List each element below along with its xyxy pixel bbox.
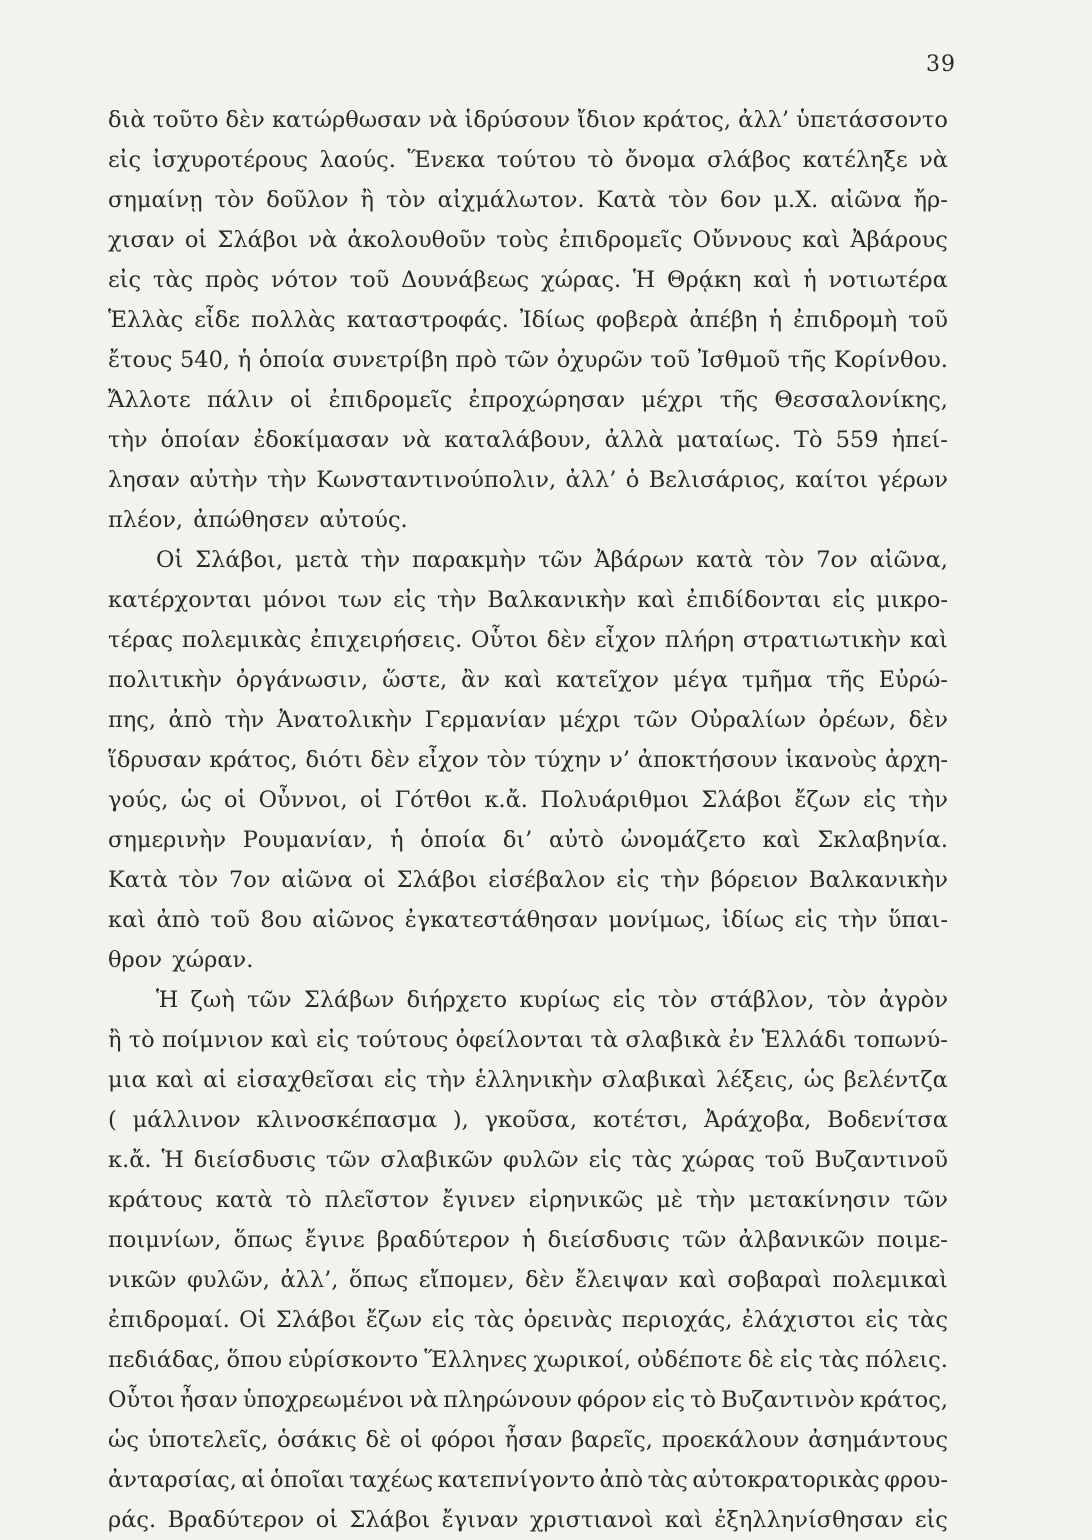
text-line: ἐπιδρομαί. Οἱ Σλάβοι ἔζων εἰς τὰς ὀρεινὰς περιοχάς, ἐλάχιστοι εἰς τὰς xyxy=(108,1307,948,1333)
text-line: πολιτικὴν ὀργάνωσιν, ὥστε, ἂν καὶ κατεῖχον μέγα τμῆμα τῆς Εὐρώ- xyxy=(108,667,948,693)
text-line: Οἱ Σλάβοι, μετὰ τὴν παρακμὴν τῶν Ἀβάρων κατὰ τὸν 7ον αἰῶνα, xyxy=(156,547,948,573)
text-line: σημερινὴν Ρουμανίαν, ἡ ὁποία δι’ αὐτὸ ὠνομάζετο καὶ Σκλαβηνία. xyxy=(108,827,948,853)
text-line: πεδιάδας, ὅπου εὑρίσκοντο Ἕλληνες χωρικοί, οὐδέποτε δὲ εἰς τὰς πόλεις. xyxy=(108,1347,948,1373)
text-line: θρον χώραν. xyxy=(108,947,254,973)
text-line: λησαν αὐτὴν τὴν Κωνσταντινούπολιν, ἀλλ’ ὁ Βελισάριος, καίτοι γέρων xyxy=(108,467,948,493)
text-line: Ἑλλὰς εἶδε πολλὰς καταστροφάς. Ἰδίως φοβερὰ ἀπέβη ἡ ἐπιδρομὴ τοῦ xyxy=(108,307,948,333)
text-line: Ἡ ζωὴ τῶν Σλάβων διήρχετο κυρίως εἰς τὸν στάβλον, τὸν ἀγρὸν xyxy=(156,987,948,1013)
text-line: πλέον, ἀπώθησεν αὐτούς. xyxy=(108,507,408,533)
body-text xyxy=(108,100,948,1540)
text-line: νικῶν φυλῶν, ἀλλ’, ὅπως εἴπομεν, δὲν ἔλειψαν καὶ σοβαραὶ πολεμικαὶ xyxy=(108,1267,948,1293)
text-line: τέρας πολεμικὰς ἐπιχειρήσεις. Οὗτοι δὲν εἶχον πλήρη στρατιωτικὴν καὶ xyxy=(108,627,948,653)
text-line: Κατὰ τὸν 7ον αἰῶνα οἱ Σλάβοι εἰσέβαλον εἰς τὴν βόρειον Βαλκανικὴν xyxy=(108,867,948,893)
text-line: ἵδρυσαν κράτος, διότι δὲν εἶχον τὸν τύχην ν’ ἀποκτήσουν ἱκανοὺς ἀρχη- xyxy=(108,747,948,773)
text-line: γούς, ὡς οἱ Οὖννοι, οἱ Γότθοι κ.ἄ. Πολυάριθμοι Σλάβοι ἔζων εἰς τὴν xyxy=(108,787,948,813)
text-line: τὴν ὁποίαν ἐδοκίμασαν νὰ καταλάβουν, ἀλλὰ ματαίως. Τὸ 559 ἠπεί- xyxy=(108,427,948,453)
text-line: πης, ἀπὸ τὴν Ἀνατολικὴν Γερμανίαν μέχρι τῶν Οὐραλίων ὀρέων, δὲν xyxy=(108,707,948,733)
text-line: εἰς τὰς πρὸς νότον τοῦ Δουνάβεως χώρας. Ἡ Θρᾴκη καὶ ἡ νοτιωτέρα xyxy=(108,267,948,293)
text-line: ἔτους 540, ἡ ὁποία συνετρίβη πρὸ τῶν ὀχυρῶν τοῦ Ἰσθμοῦ τῆς Κορίνθου. xyxy=(108,347,948,373)
text-line: μια καὶ αἱ εἰσαχθεῖσαι εἰς τὴν ἑλληνικὴν σλαβικαὶ λέξεις, ὡς βελέντζα xyxy=(108,1067,948,1093)
paragraph xyxy=(108,100,948,540)
text-line: Οὗτοι ἦσαν ὑποχρεωμένοι νὰ πληρώνουν φόρον εἰς τὸ Βυζαντινὸν κράτος, xyxy=(108,1387,948,1413)
text-line: κατέρχονται μόνοι των εἰς τὴν Βαλκανικὴν καὶ ἐπιδίδονται εἰς μικρο- xyxy=(108,587,948,613)
text-line: εἰς ἰσχυροτέρους λαούς. Ἕνεκα τούτου τὸ ὄνομα σλάβος κατέληξε νὰ xyxy=(108,147,948,173)
text-line: διὰ τοῦτο δὲν κατώρθωσαν νὰ ἱδρύσουν ἴδιον κράτος, ἀλλ’ ὑπετάσσοντο xyxy=(108,107,948,133)
text-line: σημαίνῃ τὸν δοῦλον ἢ τὸν αἰχμάλωτον. Κατὰ τὸν 6ον μ.Χ. αἰῶνα ἤρ- xyxy=(108,187,948,213)
text-line: Ἄλλοτε πάλιν οἱ ἐπιδρομεῖς ἐπροχώρησαν μέχρι τῆς Θεσσαλονίκης, xyxy=(108,387,948,413)
text-line: ὡς ὑποτελεῖς, ὁσάκις δὲ οἱ φόροι ἦσαν βαρεῖς, προεκάλουν ἀσημάντους xyxy=(108,1427,948,1453)
text-line: ἀνταρσίας, αἱ ὁποῖαι ταχέως κατεπνίγοντο ἀπὸ τὰς αὐτοκρατορικὰς φρου- xyxy=(108,1467,948,1493)
paragraph xyxy=(108,540,948,980)
text-line: ποιμνίων, ὅπως ἔγινε βραδύτερον ἡ διείσδυσις τῶν ἀλβανικῶν ποιμε- xyxy=(108,1227,948,1253)
paragraph xyxy=(108,980,948,1540)
text-line: χισαν οἱ Σλάβοι νὰ ἀκολουθοῦν τοὺς ἐπιδρομεῖς Οὔννους καὶ Ἀβάρους xyxy=(108,227,948,253)
text-line: κράτους κατὰ τὸ πλεῖστον ἔγινεν εἰρηνικῶς μὲ τὴν μετακίνησιν τῶν xyxy=(108,1187,948,1213)
text-line: κ.ἄ. Ἡ διείσδυσις τῶν σλαβικῶν φυλῶν εἰς τὰς χώρας τοῦ Βυζαντινοῦ xyxy=(108,1147,948,1173)
page-number: 39 xyxy=(926,52,956,77)
text-line: ἢ τὸ ποίμνιον καὶ εἰς τούτους ὀφείλονται τὰ σλαβικὰ ἐν Ἑλλάδι τοπωνύ- xyxy=(108,1027,948,1053)
text-line: ( μάλλινον κλινοσκέπασμα ), γκοῦσα, κοτέτσι, Ἀράχοβα, Βοδενίτσα xyxy=(108,1107,948,1133)
text-line: καὶ ἀπὸ τοῦ 8ου αἰῶνος ἐγκατεστάθησαν μονίμως, ἰδίως εἰς τὴν ὕπαι- xyxy=(108,907,948,933)
text-line: ράς. Βραδύτερον οἱ Σλάβοι ἔγιναν χριστιανοὶ καὶ ἐξηλληνίσθησαν εἰς xyxy=(108,1507,948,1533)
